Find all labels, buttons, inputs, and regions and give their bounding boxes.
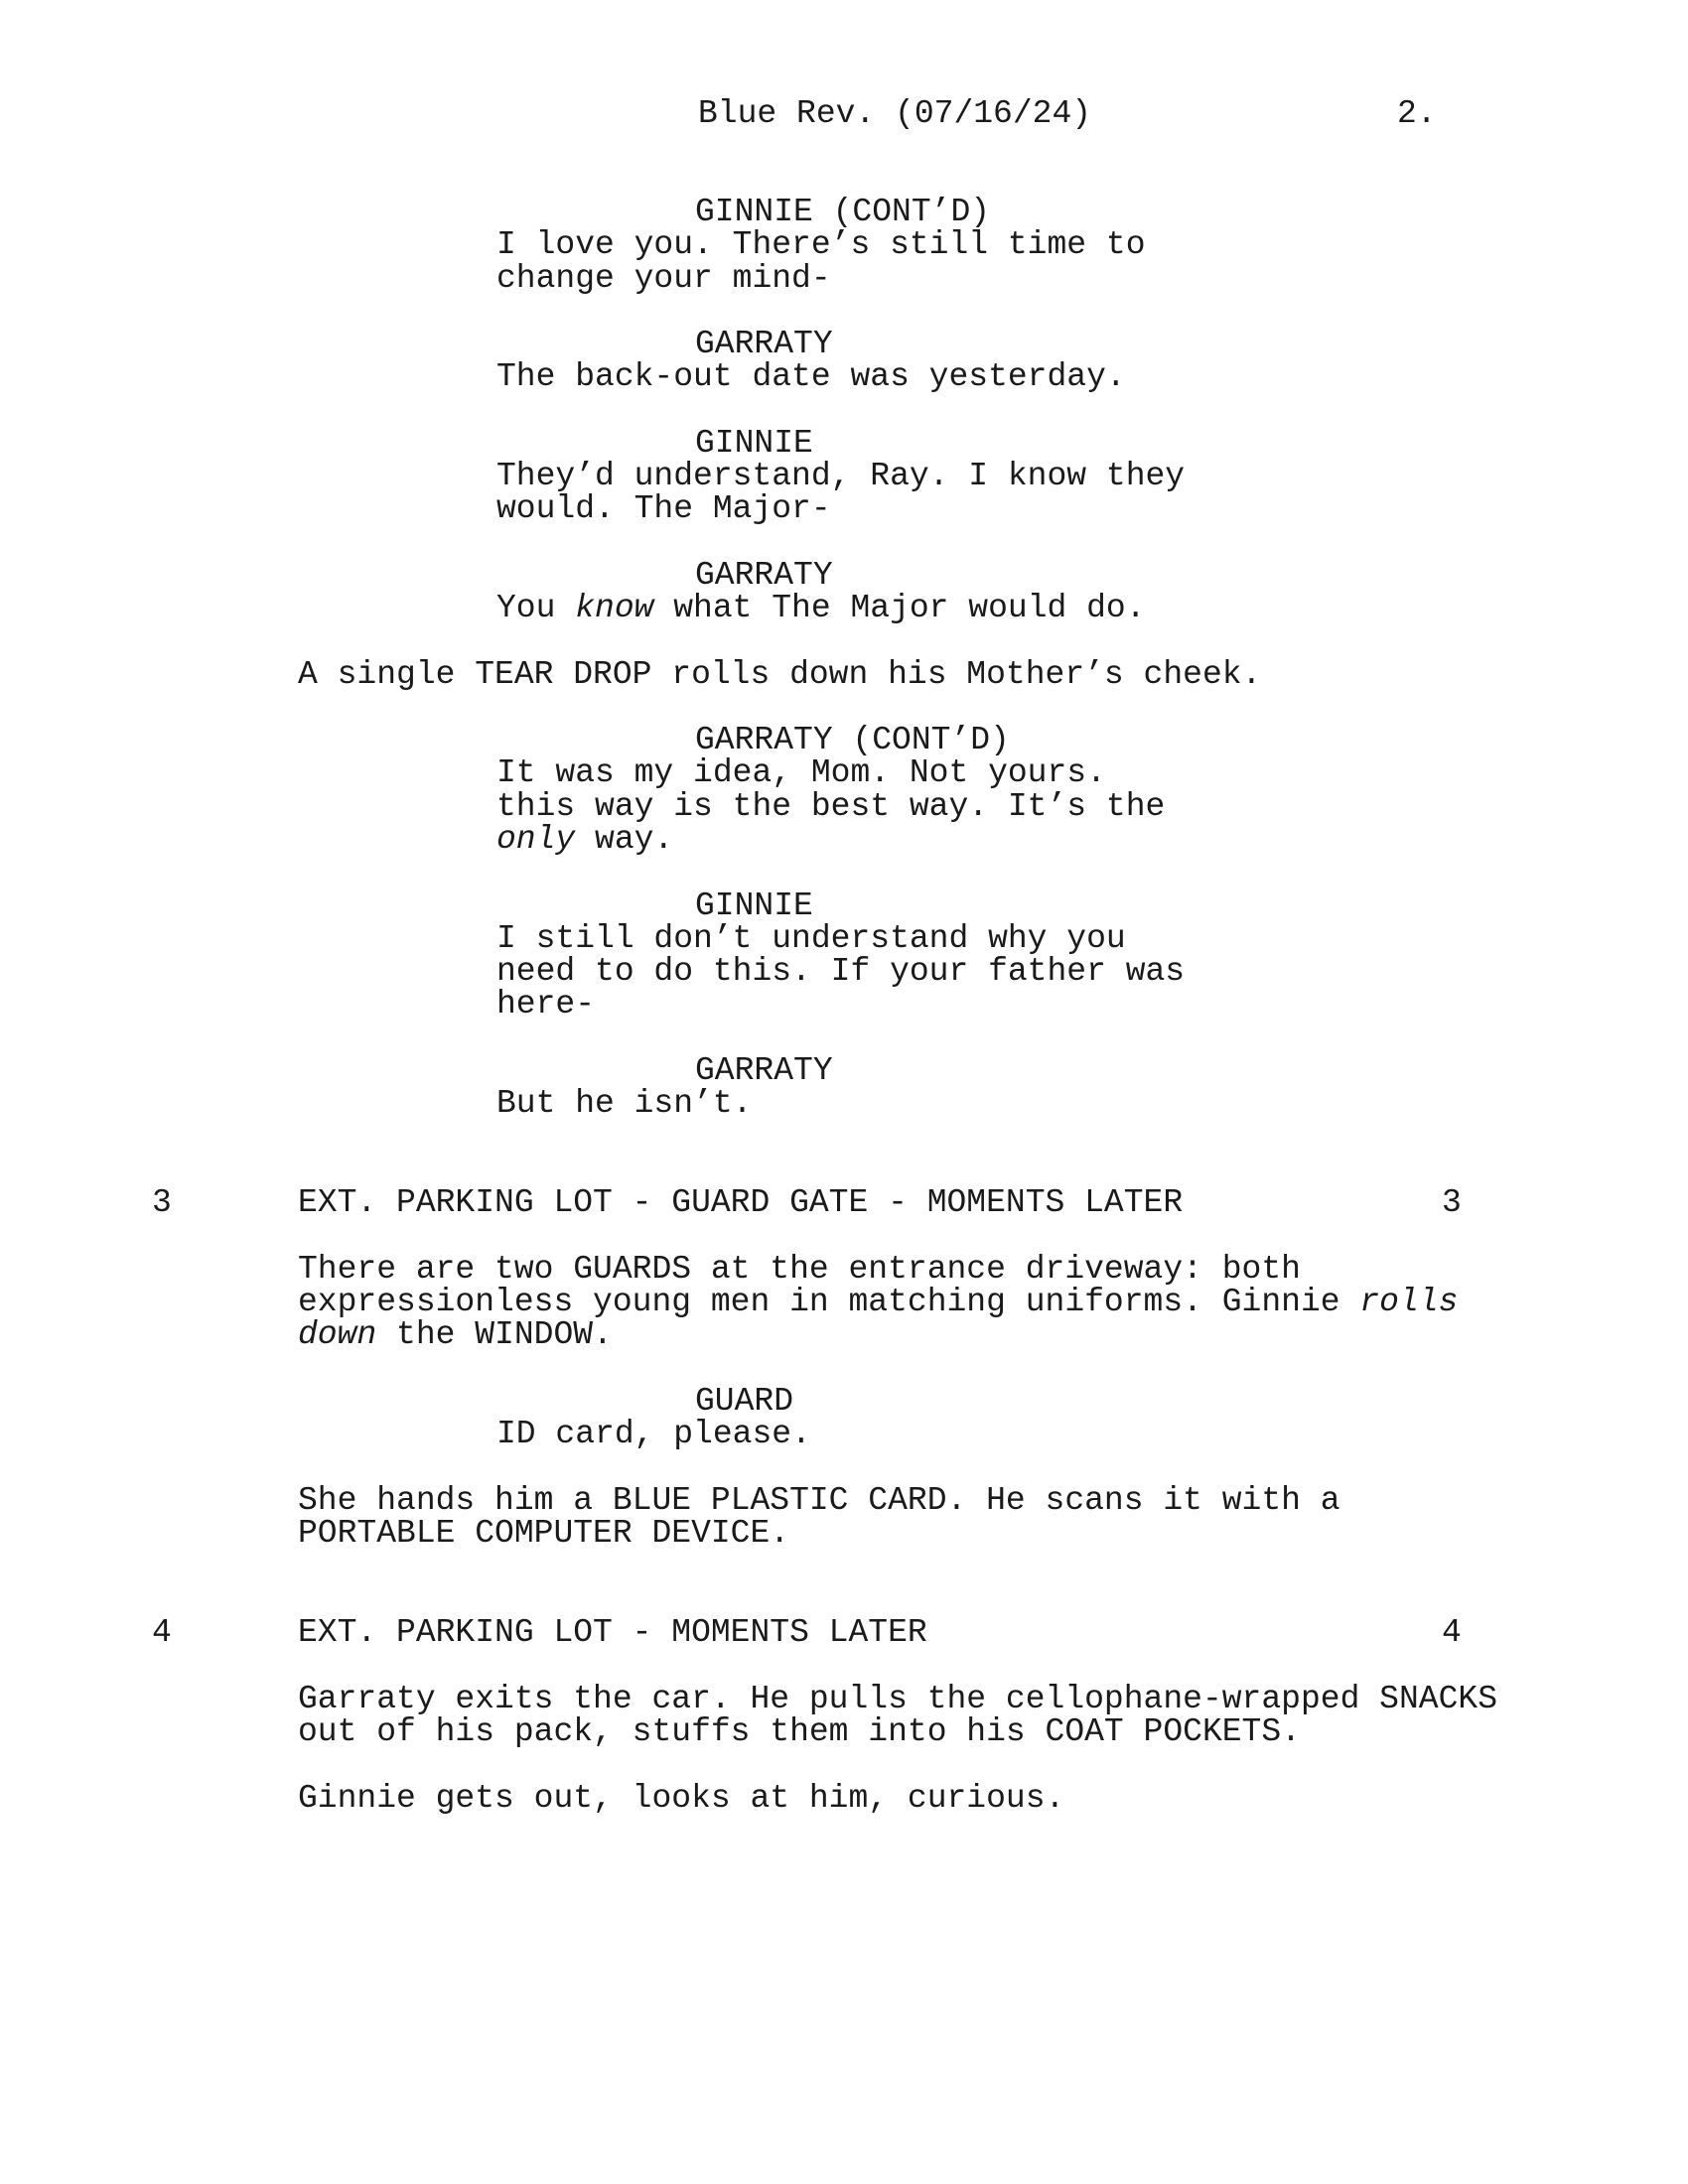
action-line: Garraty exits the car. He pulls the cellophane-wrapped SNACKS [298,1681,1497,1717]
action-text: expressionless young men in matching uniforms. Ginnie [298,1284,1360,1320]
dialogue-line: need to do this. If your father was [496,953,1186,990]
action-text: the WINDOW. [376,1316,613,1353]
emphasis-text: down [298,1316,377,1353]
revision-header: Blue Rev. (07/16/24) [698,95,1092,132]
dialogue-line: But he isn’t. [496,1085,753,1122]
action-line: A single TEAR DROP rolls down his Mother’s cheek. [298,656,1262,693]
emphasis-text: only [496,821,576,858]
character-name: GARRATY (CONT’D) [695,722,1010,758]
dialogue-line: change your mind- [496,260,831,297]
dialogue-line: here- [496,986,596,1023]
dialogue-text: way. [575,821,674,858]
scene-number-right: 4 [1442,1614,1462,1651]
character-name: GARRATY [695,557,833,594]
character-name: GARRATY [695,326,833,362]
action-line: There are two GUARDS at the entrance driveway: both [298,1251,1301,1288]
character-name: GUARD [695,1383,794,1420]
dialogue-line [496,592,1146,624]
action-line: out of his pack, stuffs them into his COAT POCKETS. [298,1713,1301,1750]
character-name: GARRATY [695,1052,833,1089]
character-name: GINNIE (CONT’D) [695,194,991,230]
dialogue-line: this way is the best way. It’s the [496,788,1166,825]
scene-heading: EXT. PARKING LOT - MOMENTS LATER [298,1614,927,1651]
scene-heading: EXT. PARKING LOT - GUARD GATE - MOMENTS LATER [298,1184,1184,1221]
emphasis-text: rolls [1359,1284,1459,1320]
dialogue-line: They’d understand, Ray. I know they [496,458,1186,494]
dialogue-line: would. The Major- [496,490,831,527]
dialogue-line: The back-out date was yesterday. [496,358,1126,395]
action-line: PORTABLE COMPUTER DEVICE. [298,1515,790,1552]
dialogue-line: I still don’t understand why you [496,920,1126,957]
scene-number-right: 3 [1442,1184,1462,1221]
dialogue-text: what The Major would do. [653,590,1146,626]
character-name: GINNIE [695,425,813,462]
action-line: Ginnie gets out, looks at him, curious. [298,1780,1065,1817]
dialogue-text: You [496,590,576,626]
action-line [298,1286,1458,1318]
scene-number-left: 4 [152,1614,172,1651]
dialogue-line: It was my idea, Mom. Not yours. [496,754,1106,791]
scene-number-left: 3 [152,1184,172,1221]
character-name: GINNIE [695,887,813,924]
dialogue-line [496,823,673,856]
page-number: 2. [1397,95,1437,132]
action-line: She hands him a BLUE PLASTIC CARD. He scans it with a [298,1482,1340,1519]
action-line [298,1318,613,1351]
emphasis-text: know [575,590,654,626]
dialogue-line: ID card, please. [496,1416,811,1452]
dialogue-line: I love you. There’s still time to [496,226,1146,263]
